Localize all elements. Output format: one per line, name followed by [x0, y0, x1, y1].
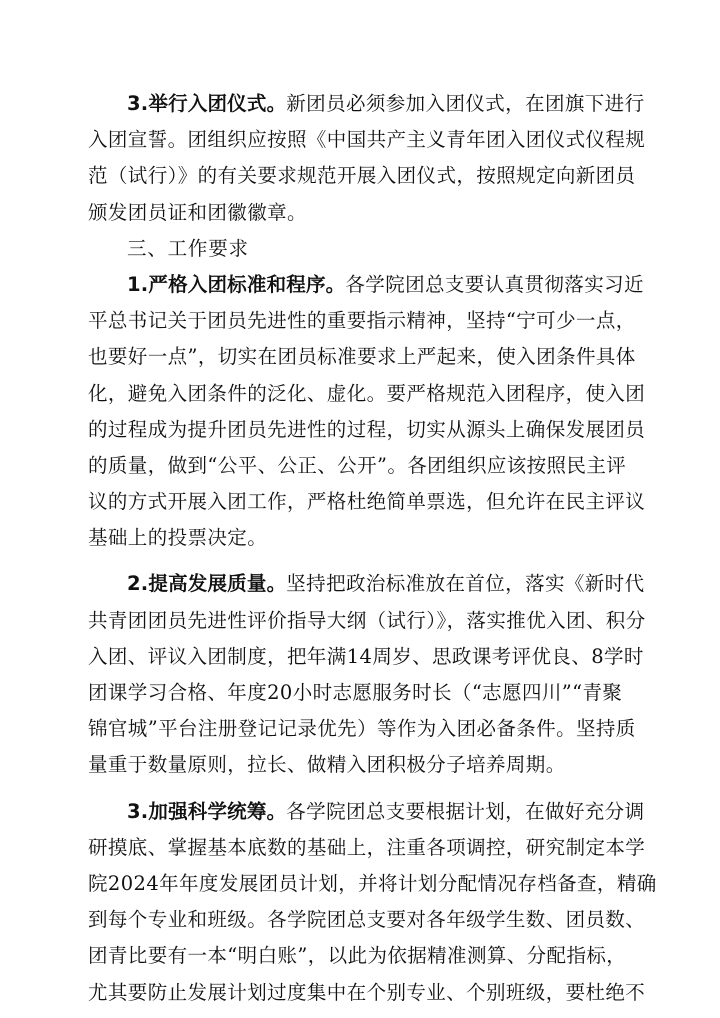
paragraph-induction-ceremony	[88, 86, 644, 231]
section-heading-work-requirements	[88, 231, 644, 267]
paragraph-scientific-planning	[88, 794, 657, 1011]
paragraph-first-line	[88, 86, 644, 122]
paragraph-line: 研摸底、掌握基本底数的基础上，注重各项调控，研究制定本学	[88, 835, 646, 859]
paragraph-line: 尤其要防止发展计划过度集中在个别专业、个别班级，要杜绝不	[88, 980, 646, 1004]
paragraph-line: 颁发团员证和团徽徽章。	[88, 200, 307, 224]
paragraph-line: 锦官城”平台注册登记记录优先）等作为入团必备条件。坚持质	[88, 717, 636, 741]
paragraph-first-line	[88, 794, 644, 830]
paragraph-line: 也要好一点”，切实在团员标准要求上严起来，使入团条件具体	[88, 345, 636, 369]
paragraph-line: 到每个专业和班级。各学院团总支要对各年级学生数、团员数、	[88, 908, 646, 932]
paragraph-line: 议的方式开展入团工作，严格杜绝简单票选，但允许在民主评议	[88, 490, 646, 514]
paragraph-line: 团课学习合格、年度20小时志愿服务时长（“志愿四川”“青聚	[88, 681, 623, 704]
paragraph-line: 共青团团员先进性评价指导大纲（试行）》，落实推优入团、积分	[88, 608, 646, 632]
section-heading: 三、工作要求	[127, 236, 249, 260]
paragraph-lead: 3.加强科学统筹。	[127, 799, 287, 823]
paragraph-line: 入团、评议入团制度，把年满14周岁、思政课考评优良、8学时	[88, 644, 644, 668]
paragraph-lead: 2.提高发展质量。	[127, 572, 287, 596]
paragraph-line: 的质量，做到“公平、公正、公开”。各团组织应该按照民主评	[88, 453, 627, 477]
paragraph-spacer	[88, 784, 644, 794]
paragraph-line: 基础上的投票决定。	[88, 526, 268, 550]
paragraph-first-line	[88, 566, 644, 602]
paragraph-lead: 3.举行入团仪式。	[127, 92, 287, 115]
paragraph-line: 入团宣誓。团组织应按照《中国共产主义青年团入团仪式仪程规	[88, 128, 646, 152]
paragraph-text: 各学院团总支要根据计划，在做好充分调	[286, 799, 645, 823]
paragraph-lead: 1.严格入团标准和程序。	[127, 272, 346, 296]
paragraph-text: 坚持把政治标准放在首位，落实《新时代	[286, 572, 645, 596]
paragraph-first-line	[88, 267, 644, 303]
paragraph-strict-standards	[88, 267, 644, 557]
paragraph-improve-quality	[88, 566, 644, 783]
paragraph-line: 的过程成为提升团员先进性的过程，切实从源头上确保发展团员	[88, 417, 646, 441]
paragraph-line: 化，避免入团条件的泛化、虚化。要严格规范入团程序，使入团	[88, 381, 646, 405]
paragraph-line: 平总书记关于团员先进性的重要指示精神，坚持“宁可少一点，	[88, 309, 636, 333]
paragraph-spacer	[88, 556, 644, 566]
paragraph-text: 新团员必须参加入团仪式，在团旗下进行	[286, 92, 645, 115]
paragraph-line: 院2024年年度发展团员计划，并将计划分配情况存档备查，精确	[88, 871, 657, 895]
paragraph-line: 量重于数量原则，拉长、做精入团积极分子培养周期。	[88, 753, 566, 777]
paragraph-line: 范（试行）》的有关要求规范开展入团仪式，按照规定向新团员	[88, 164, 636, 188]
paragraph-line: 团青比要有一本“明白账”，以此为依据精准测算、分配指标，	[88, 944, 627, 968]
paragraph-text: 各学院团总支要认真贯彻落实习近	[345, 272, 644, 296]
document-page	[88, 86, 657, 1011]
